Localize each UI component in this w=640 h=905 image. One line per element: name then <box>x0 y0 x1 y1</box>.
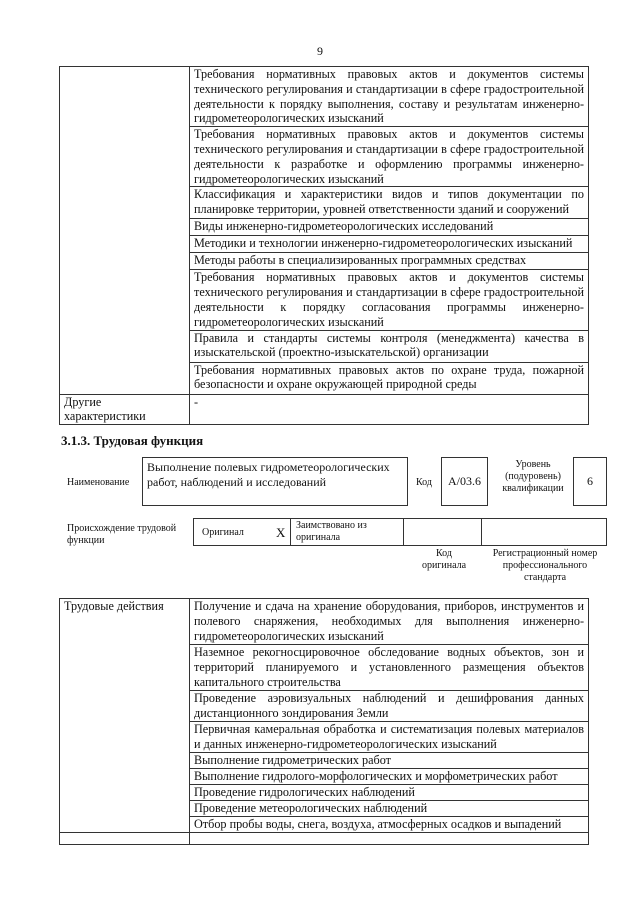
knowledge-row: Требования нормативных правовых актов и документов системы технического регулирования и стандартизации в сфере градостроительной деятельности к порядку согласования программы инженерно-гидрометеорологических изысканий <box>190 270 589 330</box>
labour-actions-label-continuation <box>60 833 190 845</box>
other-characteristics-value: - <box>190 394 589 425</box>
original-code-caption: Код оригинала <box>421 548 467 571</box>
knowledge-row: Виды инженерно-гидрометеорологических исследований <box>190 219 589 236</box>
labour-actions-continuation <box>190 833 589 845</box>
labour-action-row: Проведение аэровизуальных наблюдений и дешифрования данных дистанционного зондирования Земли <box>190 691 589 722</box>
labour-action-row: Получение и сдача на хранение оборудования, приборов, инструментов и полевого снаряжения, необходимых для выполнения инженерно-гидрометеорологических изысканий <box>190 599 589 645</box>
knowledge-row: Методы работы в специализированных программных средствах <box>190 253 589 270</box>
original-mark: X <box>276 525 286 540</box>
knowledge-table <box>59 66 589 425</box>
knowledge-row: Требования нормативных правовых актов и документов системы технического регулирования и стандартизации в сфере градостроительной деятельности к порядку выполнения, составу и результатам инженерно-гидрометеорологических изысканий <box>190 67 589 127</box>
qualification-level: 6 <box>573 457 607 506</box>
labour-action-row: Выполнение гидрометрических работ <box>190 753 589 769</box>
knowledge-row: Методики и технологии инженерно-гидрометеорологических изысканий <box>190 236 589 253</box>
labour-action-row: Первичная камеральная обработка и систематизация полевых материалов и данных инженерно-гидрометеорологических изысканий <box>190 722 589 753</box>
labour-action-row: Проведение гидрологических наблюдений <box>190 785 589 801</box>
function-code: A/03.6 <box>441 457 488 506</box>
other-characteristics-label: Другие характеристики <box>60 394 190 425</box>
function-name: Выполнение полевых гидрометеорологических работ, наблюдений и исследований <box>142 457 408 506</box>
registration-number-cell <box>481 518 607 546</box>
origin-label: Происхождение трудовой функции <box>67 523 177 546</box>
section-title: 3.1.3. Трудовая функция <box>61 433 204 448</box>
borrowed-cell: Заимствовано из оригинала <box>290 518 404 546</box>
original-label: Оригинал <box>202 527 244 538</box>
page-number: 9 <box>317 44 323 58</box>
code-label: Код <box>416 477 432 488</box>
labour-actions-label: Трудовые действия <box>60 599 190 833</box>
name-label: Наименование <box>67 477 130 488</box>
labour-action-row: Выполнение гидролого-морфологических и морфометрических работ <box>190 769 589 785</box>
registration-number-caption: Регистрационный номер профессионального стандарта <box>492 548 598 583</box>
labour-action-row: Наземное рекогносцировочное обследование водных объектов, зон и территорий планируемого и установленного размещения объектов капитального строительства <box>190 645 589 691</box>
knowledge-row: Требования нормативных правовых актов и документов системы технического регулирования и стандартизации в сфере градостроительной деятельности к разработке и оформлению программы инженерно-гидрометеорологических изысканий <box>190 127 589 187</box>
knowledge-row: Правила и стандарты системы контроля (менеджмента) качества в изыскательской (проектно-изыскательской) организации <box>190 330 589 362</box>
original-code-cell <box>403 518 482 546</box>
knowledge-row: Требования нормативных правовых актов по охране труда, пожарной безопасности и охране окружающей природной среды <box>190 362 589 394</box>
labour-action-row: Проведение метеорологических наблюдений <box>190 801 589 817</box>
labour-action-row: Отбор пробы воды, снега, воздуха, атмосферных осадков и выпадений <box>190 817 589 833</box>
knowledge-row: Классификация и характеристики видов и типов документации по планировке территории, уровней ответственности зданий и сооружений <box>190 187 589 219</box>
labour-actions-table <box>59 598 589 845</box>
original-cell <box>193 518 291 546</box>
level-label: Уровень (подуровень) квалификации <box>502 459 564 494</box>
knowledge-label-cell <box>60 67 190 395</box>
